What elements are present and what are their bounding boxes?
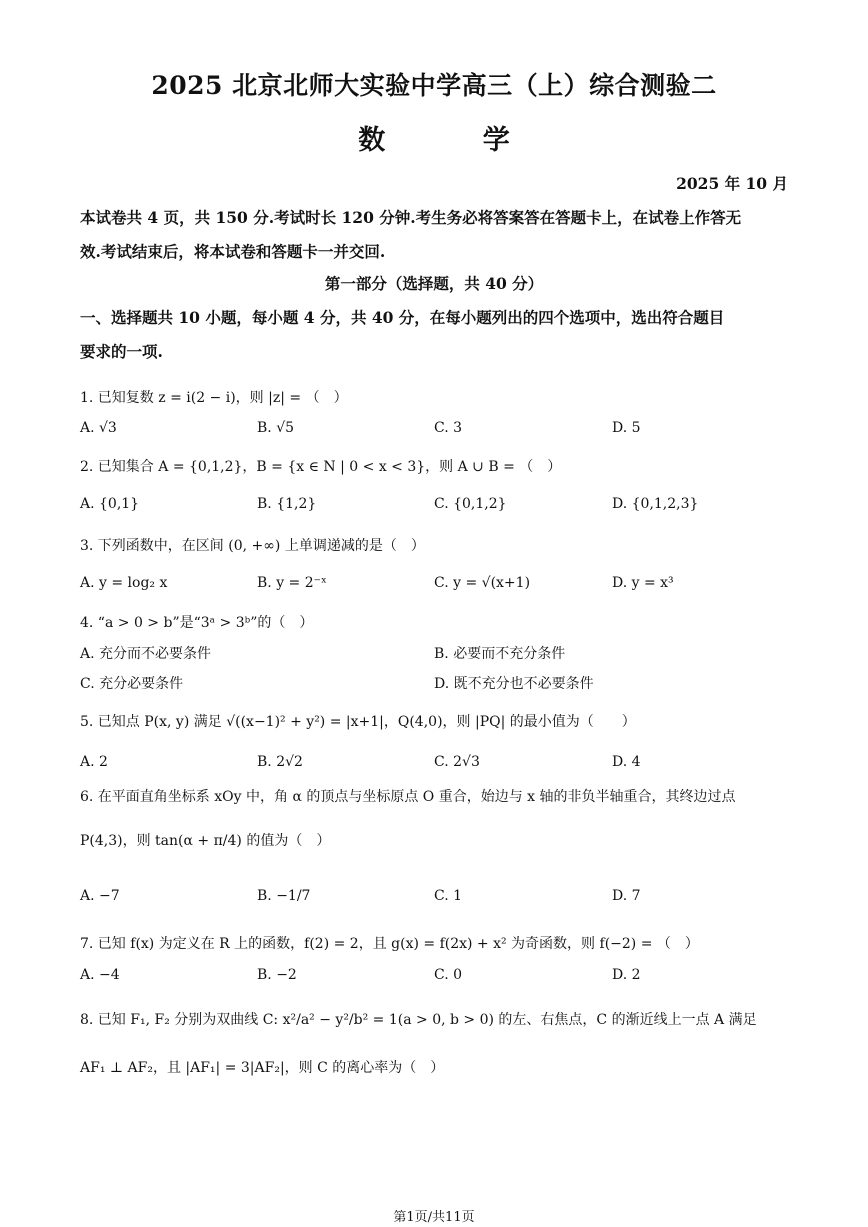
- question-6-stem-line-1: 6. 在平面直角坐标系 xOy 中，角 α 的顶点与坐标原点 O 重合，始边与 x 轴的非负半轴重合，其终边过点: [80, 789, 736, 805]
- question-3-stem: 3. 下列函数中，在区间 (0, +∞) 上单调递减的是（ ）: [80, 538, 425, 554]
- question-4-option-c: C. 充分必要条件: [80, 676, 184, 692]
- question-5-option-d: D. 4: [612, 754, 641, 770]
- question-1-option-a: A. √3: [80, 420, 117, 436]
- part-one-heading: 第一部分（选择题，共 40 分）: [324, 274, 544, 293]
- question-6-option-a: A. −7: [80, 888, 120, 904]
- question-5-stem: 5. 已知点 P(x, y) 满足 √((x−1)² + y²) = |x+1|，Q(4,0)，则 |PQ| 的最小值为（ ）: [80, 714, 636, 730]
- subject-title: 数 学: [358, 125, 554, 156]
- question-7-option-a: A. −4: [80, 967, 120, 983]
- question-7-option-c: C. 0: [434, 967, 463, 983]
- question-3-option-b: B. y = 2⁻ˣ: [257, 575, 327, 591]
- question-6-stem-line-2: P(4,3)，则 tan(α + π/4) 的值为（ ）: [80, 833, 331, 849]
- question-8-stem-line-2: AF₁ ⊥ AF₂，且 |AF₁| = 3|AF₂|，则 C 的离心率为（ ）: [80, 1060, 445, 1076]
- question-4-option-a: A. 充分而不必要条件: [80, 646, 212, 662]
- section-heading-line-1: 一、选择题共 10 小题，每小题 4 分，共 40 分，在每小题列出的四个选项中，选出符合题目: [80, 308, 725, 327]
- question-1-option-c: C. 3: [434, 420, 463, 436]
- question-2-option-d: D. {0,1,2,3}: [612, 496, 699, 512]
- question-5-option-b: B. 2√2: [257, 754, 303, 770]
- question-3-option-d: D. y = x³: [612, 575, 674, 591]
- question-2-option-c: C. {0,1,2}: [434, 496, 507, 512]
- instructions-line-2: 效.考试结束后，将本试卷和答题卡一并交回.: [80, 242, 386, 261]
- question-2-option-b: B. {1,2}: [257, 496, 317, 512]
- question-1-stem: 1. 已知复数 z = i(2 − i)，则 |z| = （ ）: [80, 390, 348, 406]
- question-8-stem-line-1: 8. 已知 F₁, F₂ 分别为双曲线 C: x²/a² − y²/b² = 1(a > 0, b > 0) 的左、右焦点，C 的渐近线上一点 A 满足: [80, 1012, 757, 1028]
- question-1-option-b: B. √5: [257, 420, 295, 436]
- question-4-option-b: B. 必要而不充分条件: [434, 646, 566, 662]
- question-7-option-b: B. −2: [257, 967, 297, 983]
- instructions-line-1: 本试卷共 4 页，共 150 分.考试时长 120 分钟.考生务必将答案答在答题卡上，在试卷上作答无: [80, 208, 742, 227]
- question-5-option-c: C. 2√3: [434, 754, 480, 770]
- question-2-stem: 2. 已知集合 A = {0,1,2}，B = {x ∈ N | 0 < x < 3}，则 A ∪ B = （ ）: [80, 459, 562, 475]
- question-3-option-a: A. y = log₂ x: [80, 575, 168, 591]
- question-1-option-d: D. 5: [612, 420, 641, 436]
- question-3-option-c: C. y = √(x+1): [434, 575, 531, 591]
- question-4-stem: 4. “a > 0 > b”是“3ᵃ > 3ᵇ”的（ ）: [80, 615, 314, 631]
- question-4-option-d: D. 既不充分也不必要条件: [434, 676, 594, 692]
- exam-date: 2025 年 10 月: [676, 174, 788, 193]
- question-6-option-d: D. 7: [612, 888, 641, 904]
- section-heading-line-2: 要求的一项.: [80, 342, 163, 361]
- question-7-option-d: D. 2: [612, 967, 641, 983]
- page-number-footer: 第1页/共11页: [393, 1210, 475, 1225]
- exam-title: 2025 北京北师大实验中学高三（上）综合测验二: [151, 71, 717, 100]
- question-5-option-a: A. 2: [80, 754, 108, 770]
- question-2-option-a: A. {0,1}: [80, 496, 140, 512]
- question-6-option-b: B. −1/7: [257, 888, 311, 904]
- question-7-stem: 7. 已知 f(x) 为定义在 R 上的函数，f(2) = 2，且 g(x) = f(2x) + x² 为奇函数，则 f(−2) = （ ）: [80, 936, 699, 952]
- question-6-option-c: C. 1: [434, 888, 463, 904]
